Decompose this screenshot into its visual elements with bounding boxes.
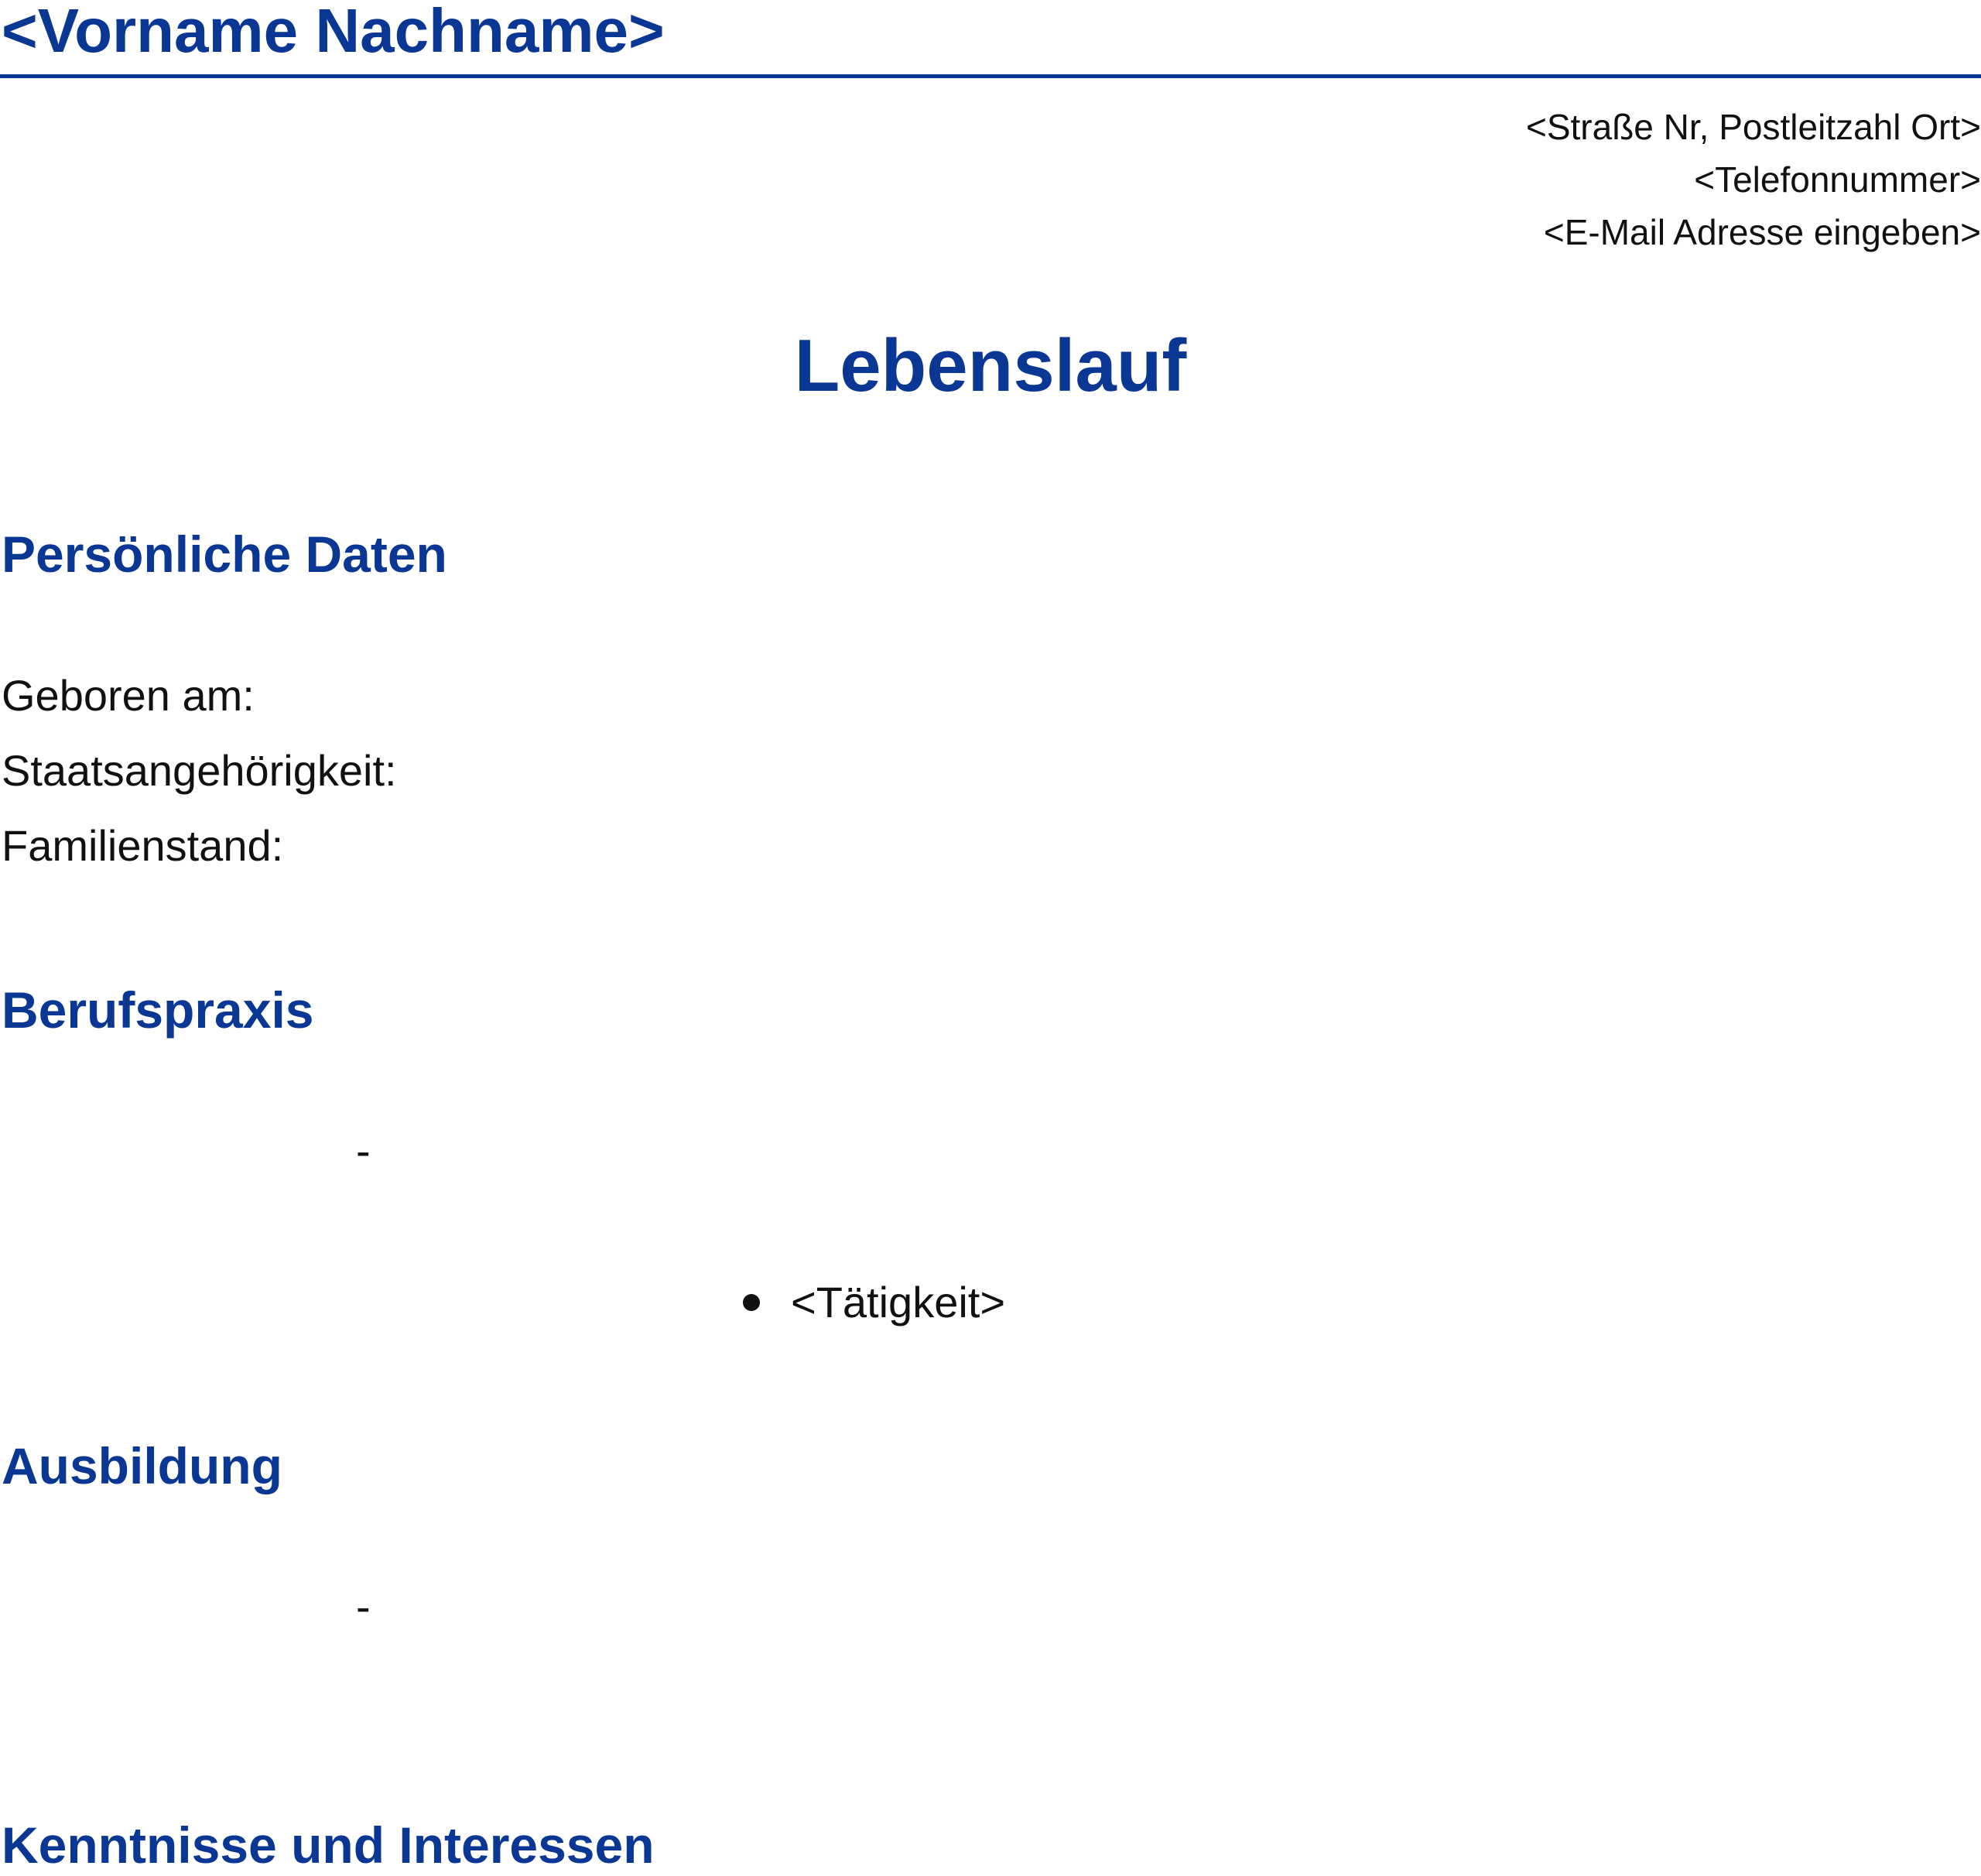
section-heading-skills: Kenntnisse und Interessen xyxy=(2,1816,655,1874)
field-label-birthdate: Geboren am: xyxy=(2,671,255,720)
phone-line: <Telefonnummer> xyxy=(1694,159,1981,200)
experience-date-dash: - xyxy=(356,1126,371,1175)
section-heading-experience: Berufspraxis xyxy=(2,981,314,1039)
header-divider xyxy=(0,74,1981,78)
email-line: <E-Mail Adresse eingeben> xyxy=(1543,212,1981,252)
section-heading-education: Ausbildung xyxy=(2,1437,282,1494)
experience-bullet-item xyxy=(743,1275,1005,1330)
education-date-dash: - xyxy=(356,1582,371,1631)
address-line: <Straße Nr, Postleitzahl Ort> xyxy=(1525,107,1981,147)
field-label-nationality: Staatsangehörigkeit: xyxy=(2,746,397,795)
field-label-marital-status: Familienstand: xyxy=(2,821,284,870)
bullet-icon xyxy=(743,1294,760,1311)
document-title: Lebenslauf xyxy=(794,324,1187,407)
full-name: <Vorname Nachname> xyxy=(2,0,665,65)
section-heading-personal: Persönliche Daten xyxy=(2,525,447,583)
contact-block xyxy=(1526,101,1981,258)
experience-bullet-text: <Tätigkeit> xyxy=(791,1278,1006,1327)
